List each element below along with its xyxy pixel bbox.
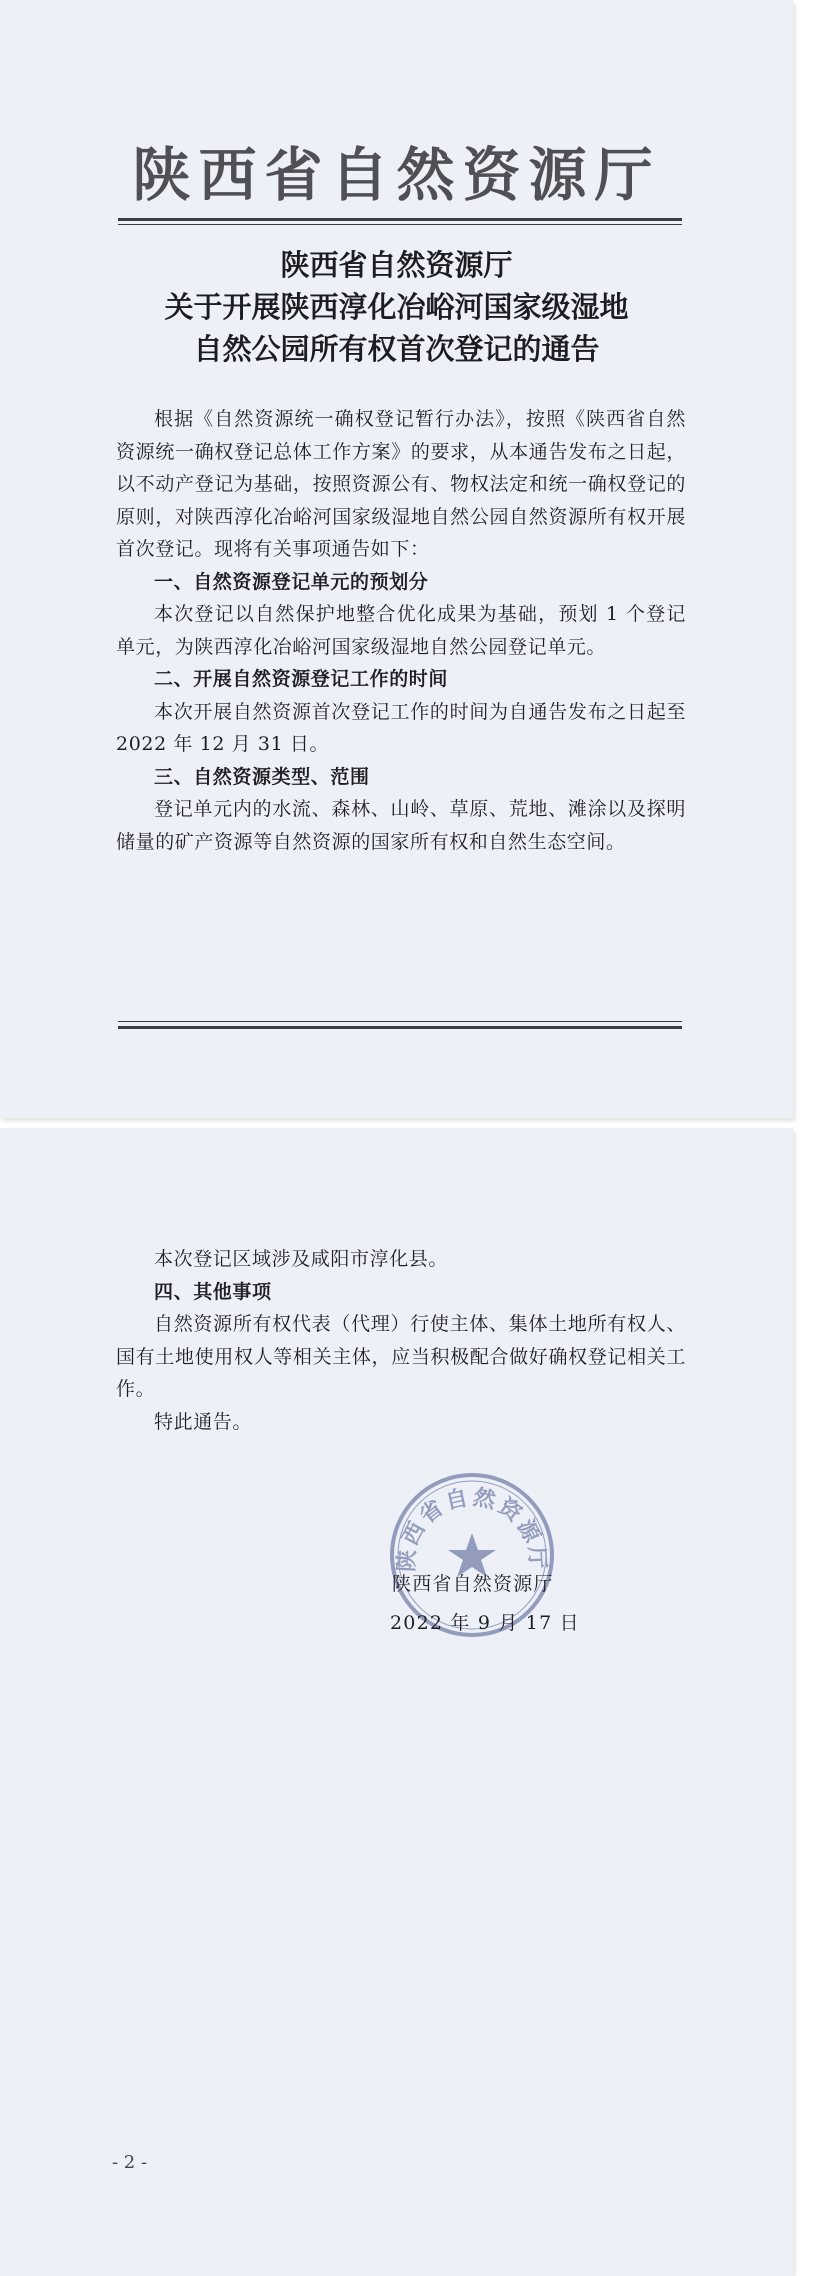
section-paragraph-2: 本次开展自然资源首次登记工作的时间为自通告发布之日起至 2022 年 12 月 31 日。 xyxy=(116,700,686,755)
seal-text: 陕西省自然资源厅 xyxy=(393,1484,551,1573)
section-heading-3: 三、自然资源类型、范围 xyxy=(154,765,370,788)
section-paragraph-4: 自然资源所有权代表（代理）行使主体、集体土地所有权人、国有土地使用权人等相关主体，应当积极配合做好确权登记相关工作。 xyxy=(116,1313,686,1400)
section-heading-2: 二、开展自然资源登记工作的时间 xyxy=(154,668,449,690)
title-line-3: 自然公园所有权首次登记的通告 xyxy=(193,332,600,366)
section-heading-1: 一、自然资源登记单元的预划分 xyxy=(154,570,429,593)
footer-rule-thin xyxy=(118,1021,682,1022)
section-heading-4: 四、其他事项 xyxy=(154,1280,272,1303)
title-line-2: 关于开展陕西淳化冶峪河国家级湿地 xyxy=(164,290,629,324)
notice-title xyxy=(0,244,793,370)
title-line-1: 陕西省自然资源厅 xyxy=(280,248,513,282)
closing-line: 特此通告。 xyxy=(154,1410,253,1433)
letterhead-rule-thick xyxy=(118,218,682,221)
document-page-1 xyxy=(0,0,793,1118)
signature-org: 陕西省自然资源厅 xyxy=(392,1573,554,1595)
region-paragraph: 本次登记区域涉及咸阳市淳化县。 xyxy=(154,1248,449,1270)
signature-date: 2022 年 9 月 17 日 xyxy=(390,1612,580,1634)
intro-paragraph: 根据《自然资源统一确权登记暂行办法》，按照《陕西省自然资源统一确权登记总体工作方案》的要求，从本通告发布之日起，以不动产登记为基础，按照资源公有、物权法定和统一确权登记的原则，对陕西淳化冶峪河国家级湿地自然公园自然资源所有权开展首次登记。现将有关事项通告如下： xyxy=(116,408,686,560)
section-paragraph-1: 本次登记以自然保护地整合优化成果为基础，预划 1 个登记单元，为陕西淳化冶峪河国家级湿地自然公园登记单元。 xyxy=(116,603,686,658)
notice-body-continued xyxy=(116,1243,686,1438)
page-number: - 2 - xyxy=(112,2152,148,2173)
section-paragraph-3: 登记单元内的水流、森林、山岭、草原、荒地、滩涂以及探明储量的矿产资源等自然资源的国家所有权和自然生态空间。 xyxy=(116,798,686,853)
footer-rule-thick xyxy=(118,1026,682,1029)
letterhead-title: 陕西省自然资源厅 xyxy=(132,141,661,209)
letterhead-rule-thin xyxy=(118,224,682,225)
notice-body xyxy=(116,403,686,858)
